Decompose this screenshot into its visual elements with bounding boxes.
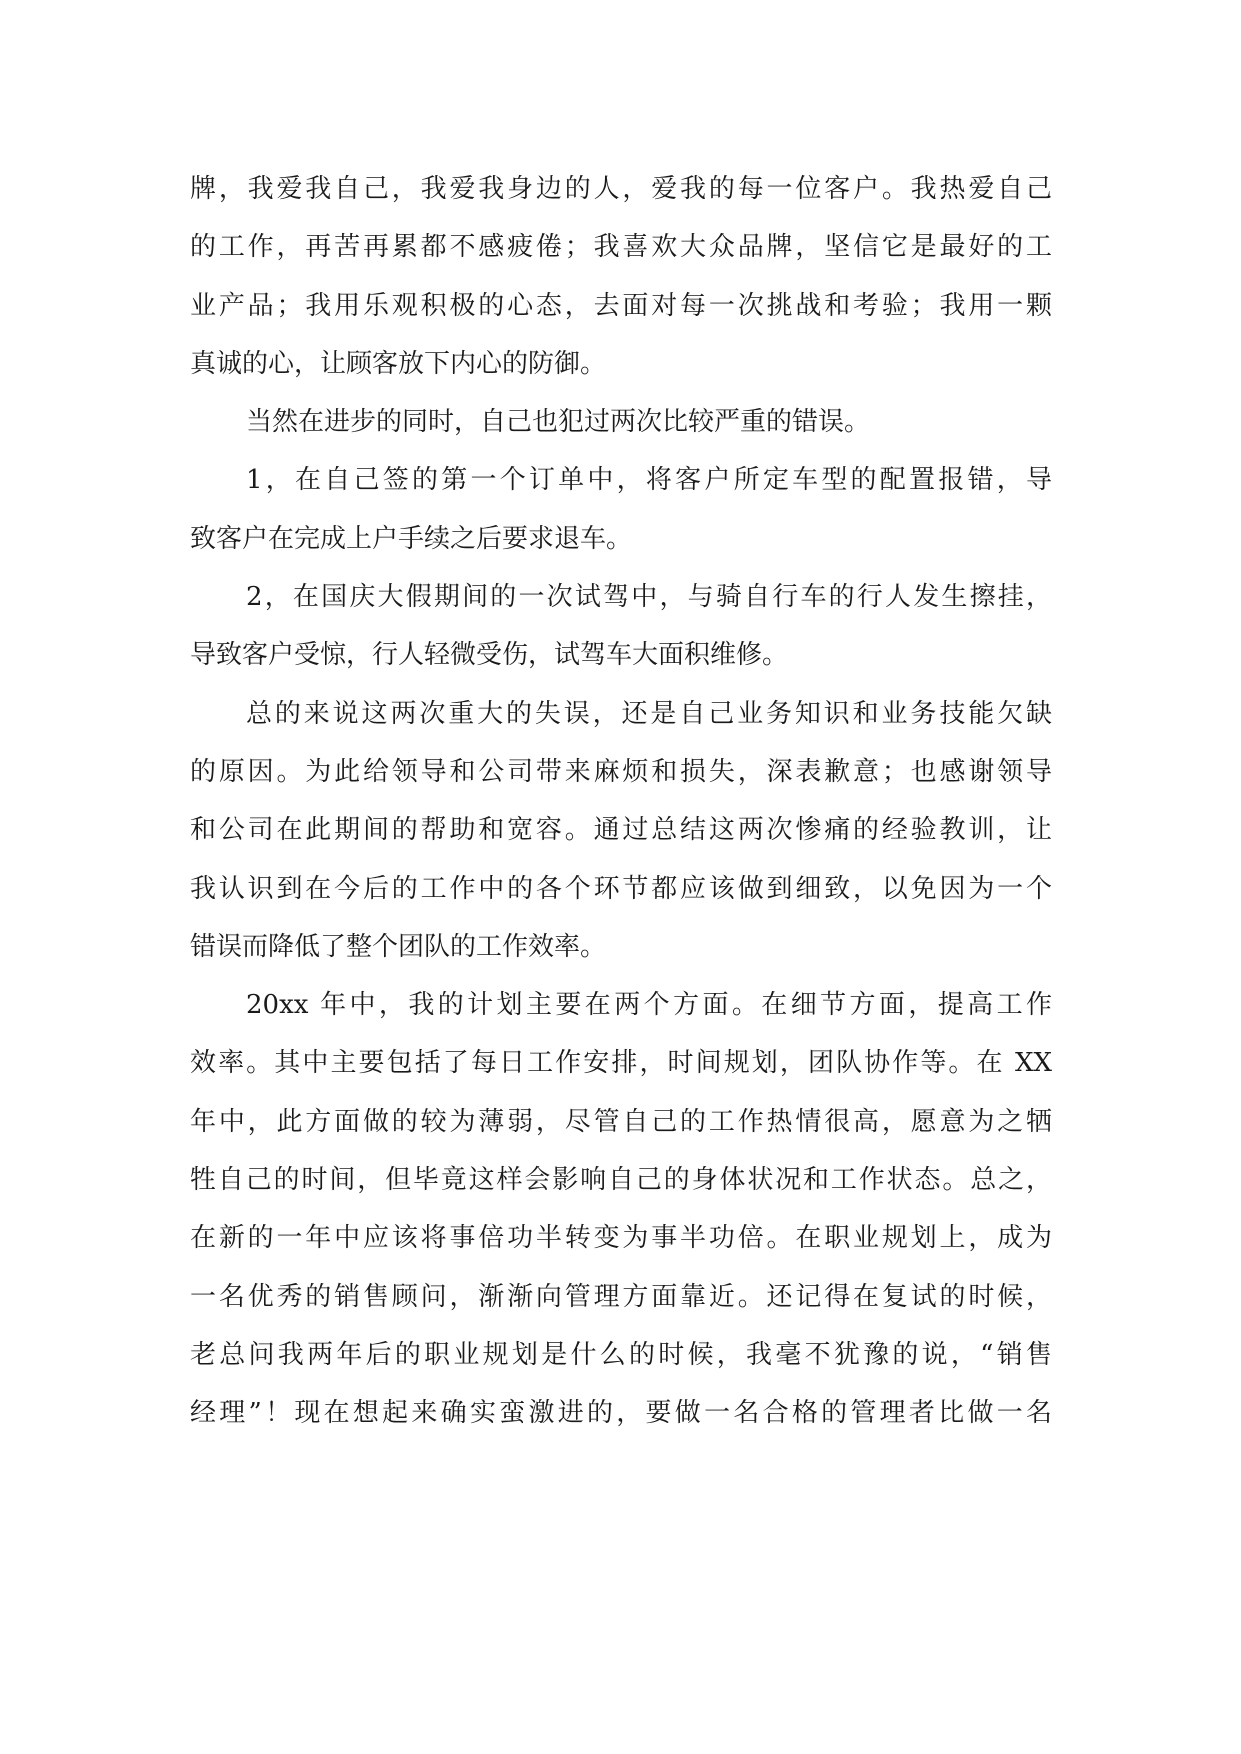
paragraph-first-line: 20xx 年中，我的计划主要在两个方面。在细节方面，提高工作 bbox=[246, 990, 1052, 1021]
text-line: 经理”！现在想起来确实蛮激进的，要做一名合格的管理者比做一名 bbox=[190, 1398, 1052, 1429]
text-line: 一名优秀的销售顾问，渐渐向管理方面靠近。还记得在复试的时候， bbox=[190, 1281, 1052, 1312]
paragraph-first-line: 总的来说这两次重大的失误，还是自己业务知识和业务技能欠缺 bbox=[246, 698, 1052, 729]
text-line: 的工作，再苦再累都不感疲倦；我喜欢大众品牌，坚信它是最好的工 bbox=[190, 232, 1052, 263]
text-line: 牌，我爱我自己，我爱我身边的人，爱我的每一位客户。我热爱自己 bbox=[190, 174, 1052, 204]
text-line: 和公司在此期间的帮助和宽容。通过总结这两次惨痛的经验教训，让 bbox=[190, 815, 1052, 846]
text-line: 效率。其中主要包括了每日工作安排，时间规划，团队协作等。在 XX bbox=[190, 1048, 1052, 1079]
text-line: 老总问我两年后的职业规划是什么的时候，我毫不犹豫的说，“销售 bbox=[190, 1339, 1052, 1370]
text-line: 导致客户受惊，行人轻微受伤，试驾车大面积维修。 bbox=[190, 640, 789, 671]
text-line: 年中，此方面做的较为薄弱，尽管自己的工作热情很高，愿意为之牺 bbox=[190, 1106, 1052, 1137]
text-line: 在新的一年中应该将事倍功半转变为事半功倍。在职业规划上，成为 bbox=[190, 1223, 1052, 1254]
text-line: 牲自己的时间，但毕竟这样会影响自己的身体状况和工作状态。总之， bbox=[190, 1165, 1052, 1196]
text-line: 我认识到在今后的工作中的各个环节都应该做到细致，以免因为一个 bbox=[190, 873, 1052, 904]
text-line: 错误而降低了整个团队的工作效率。 bbox=[190, 931, 607, 962]
paragraph-first-line: 1，在自己签的第一个订单中，将客户所定车型的配置报错，导 bbox=[246, 465, 1052, 496]
paragraph-first-line: 当然在进步的同时，自己也犯过两次比较严重的错误。 bbox=[246, 407, 871, 438]
text-line: 业产品；我用乐观积极的心态，去面对每一次挑战和考验；我用一颗 bbox=[190, 290, 1052, 321]
text-line: 的原因。为此给领导和公司带来麻烦和损失，深表歉意；也感谢领导 bbox=[190, 756, 1052, 787]
text-line: 真诚的心，让顾客放下内心的防御。 bbox=[190, 348, 607, 379]
paragraph-first-line: 2，在国庆大假期间的一次试驾中，与骑自行车的行人发生擦挂， bbox=[246, 582, 1052, 613]
text-line: 致客户在完成上户手续之后要求退车。 bbox=[190, 523, 633, 554]
document-body bbox=[190, 160, 1052, 1443]
